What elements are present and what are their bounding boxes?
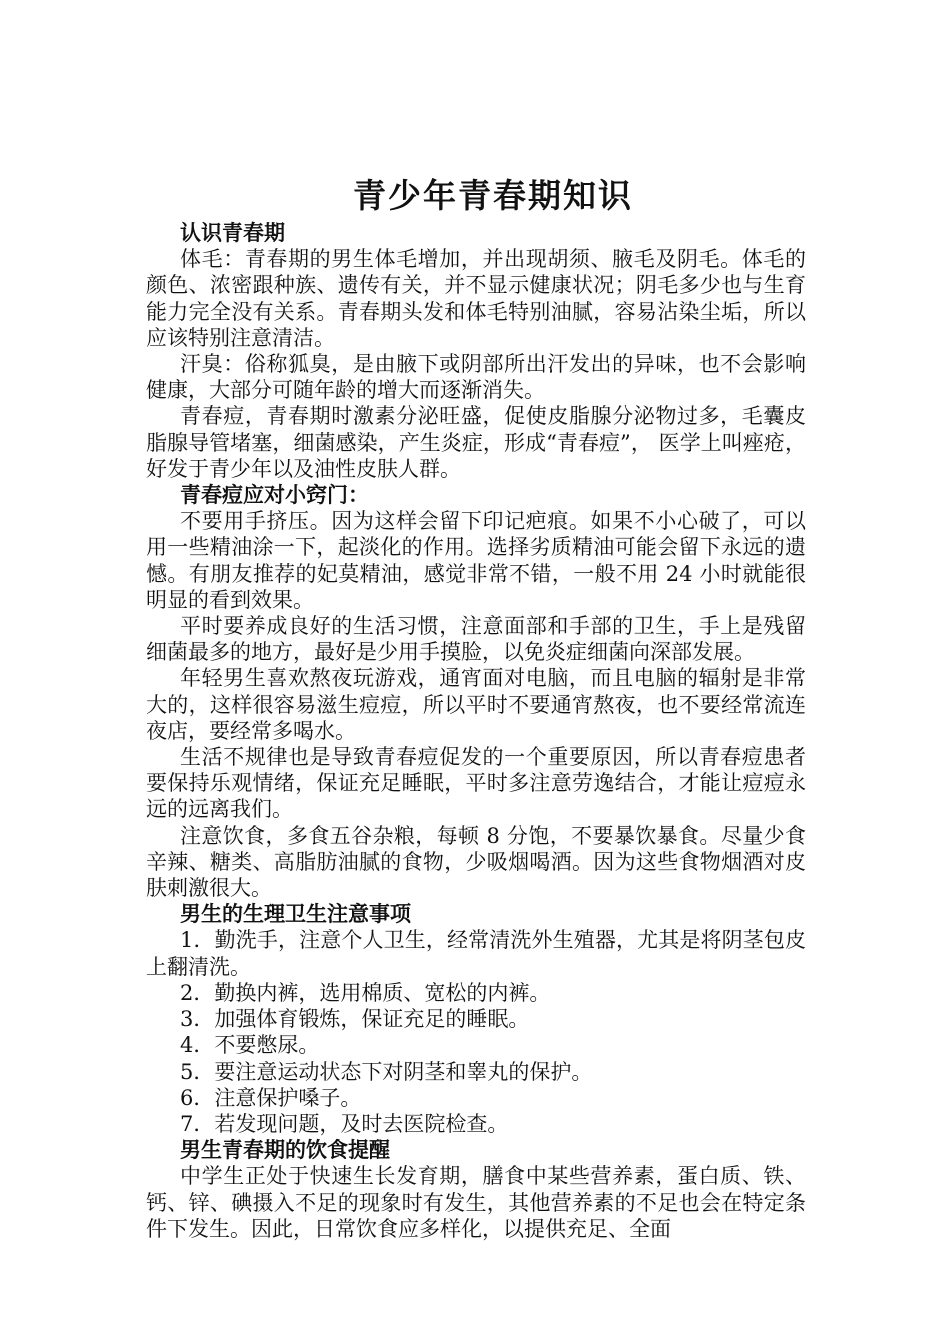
list-item: 1．勤洗手，注意个人卫生，经常清洗外生殖器，尤其是将阴茎包皮上翻清洗。	[146, 928, 806, 979]
paragraph-tip: 平时要养成良好的生活习惯，注意面部和手部的卫生，手上是残留细菌最多的地方，最好是少用手摸脸，以免炎症细菌向深部发展。	[146, 614, 806, 665]
list-item: 6．注意保护嗓子。	[180, 1085, 362, 1110]
section-heading: 男生的生理卫生注意事项	[180, 901, 411, 927]
paragraph-diet: 中学生正处于快速生长发育期，膳食中某些营养素，蛋白质、铁、钙、锌、碘摄入不足的现象时有发生，其他营养素的不足也会在特定条件下发生。因此，日常饮食应多样化，以提供充足、全面	[146, 1164, 806, 1241]
hygiene-list	[146, 927, 806, 1137]
section-heading: 认识青春期	[180, 220, 285, 245]
list-item: 2．勤换内裤，选用棉质、宽松的内裤。	[180, 980, 551, 1005]
section-heading: 男生青春期的饮食提醒	[180, 1137, 390, 1163]
paragraph-tip: 年轻男生喜欢熬夜玩游戏，通宵面对电脑，而且电脑的辐射是非常大的，这样很容易滋生痘痘，所以平时不要通宵熬夜，也不要经常流连夜店，要经常多喝水。	[146, 666, 806, 743]
section-acne-tips	[146, 482, 806, 901]
paragraph-acne: 青春痘，青春期时激素分泌旺盛，促使皮脂腺分泌物过多，毛囊皮脂腺导管堵塞，细菌感染，产生炎症，形成“青春痘”， 医学上叫痤疮，好发于青少年以及油性皮肤人群。	[146, 404, 806, 481]
section-hygiene	[146, 901, 806, 1137]
list-item: 5．要注意运动状态下对阴茎和睾丸的保护。	[180, 1059, 593, 1084]
paragraph-body-hair: 体毛：青春期的男生体毛增加，并出现胡须、腋毛及阴毛。体毛的颜色、浓密跟种族、遗传有关，并不显示健康状况；阴毛多少也与生育能力完全没有关系。青春期头发和体毛特别油腻，容易沾染尘垢，所以应该特别注意清洁。	[146, 247, 806, 350]
section-know-puberty	[146, 220, 806, 482]
paragraph-tip: 不要用手挤压。因为这样会留下印记疤痕。如果不小心破了，可以用一些精油涂一下，起淡化的作用。选择劣质精油可能会留下永远的遗憾。有朋友推荐的妃莫精油，感觉非常不错，一般不用 24 小时就能很明显的看到效果。	[146, 509, 806, 612]
paragraph-tip: 注意饮食，多食五谷杂粮，每顿 8 分饱，不要暴饮暴食。尽量少食辛辣、糖类、高脂肪油腻的食物，少吸烟喝酒。因为这些食物烟酒对皮肤刺激很大。	[146, 823, 806, 901]
paragraph-tip: 生活不规律也是导致青春痘促发的一个重要原因，所以青春痘患者要保持乐观情绪，保证充足睡眠，平时多注意劳逸结合，才能让痘痘永远的远离我们。	[146, 745, 806, 822]
section-diet	[146, 1137, 806, 1242]
list-item: 4．不要憋尿。	[180, 1033, 320, 1058]
document-title: 青少年青春期知识	[353, 176, 633, 215]
list-item: 3．加强体育锻炼，保证充足的睡眠。	[180, 1007, 530, 1032]
section-heading: 青春痘应对小窍门：	[180, 482, 369, 508]
paragraph-sweat-odor: 汗臭：俗称狐臭，是由腋下或阴部所出汗发出的异味，也不会影响健康，大部分可随年龄的增大而逐渐消失。	[146, 352, 806, 403]
document-body	[146, 220, 806, 1242]
list-item: 7．若发现问题，及时去医院检查。	[180, 1111, 509, 1136]
